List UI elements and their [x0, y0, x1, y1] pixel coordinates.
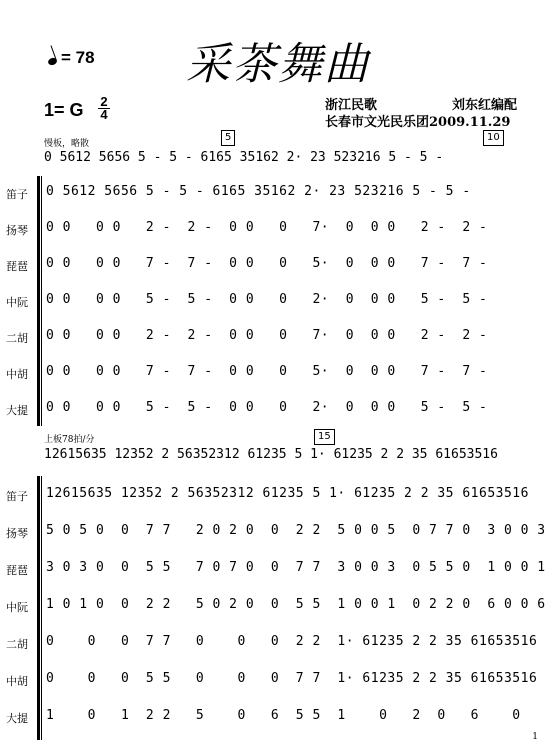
instrument-label: 扬琴	[6, 224, 28, 237]
lead-staff: 12615635 12352 2 56352312 61235 5 1· 61235 2 2 35 61653516	[44, 447, 498, 462]
system-brace	[37, 476, 40, 740]
page-title: 采茶舞曲	[186, 39, 370, 90]
instrument-label: 中阮	[6, 296, 28, 309]
instrument-staff: 0 0 0 0 7 - 7 - 0 0 0 5· 0 0 0 7 - 7 -	[46, 364, 488, 379]
instrument-staff: 0 0 0 0 2 - 2 - 0 0 0 7· 0 0 0 2 - 2 -	[46, 220, 488, 235]
instrument-label: 琵琶	[6, 564, 28, 577]
instrument-label: 大提	[6, 404, 28, 417]
instrument-staff: 0 0 0 7 7 0 0 0 2 2 1· 61235 2 2 35 61653516	[46, 634, 538, 649]
instrument-staff: 0 0 0 0 7 - 7 - 0 0 0 5· 0 0 0 7 - 7 -	[46, 256, 488, 271]
instrument-label: 笛子	[6, 490, 28, 503]
lead-staff: 0 5612 5656 5 - 5 - 6165 35162 2· 23 523216 5 - 5 -	[44, 150, 444, 165]
instrument-staff: 0 5612 5656 5 - 5 - 6165 35162 2· 23 523216 5 - 5 -	[46, 184, 471, 199]
system-bar	[41, 476, 42, 740]
instrument-label: 中胡	[6, 675, 28, 688]
system-brace	[37, 176, 40, 426]
origin-credit: 浙江民歌	[325, 98, 378, 113]
instrument-label: 中阮	[6, 601, 28, 614]
instrument-staff: 3 0 3 0 0 5 5 7 0 7 0 0 7 7 3 0 0 3 0 5 5 0 1 0 0 1	[46, 560, 546, 575]
rehearsal-mark: 5	[221, 130, 235, 146]
ensemble-date: 长春市文光民乐团2009.11.29	[325, 115, 511, 130]
time-signature: 2 4	[98, 96, 110, 121]
instrument-staff: 5 0 5 0 0 7 7 2 0 2 0 0 2 2 5 0 0 5 0 7 7 0 3 0 0 3	[46, 523, 546, 538]
instrument-staff: 0 0 0 5 5 0 0 0 7 7 1· 61235 2 2 35 61653516	[46, 671, 538, 686]
instrument-label: 中胡	[6, 368, 28, 381]
rehearsal-mark: 10	[483, 130, 504, 146]
system-bar	[41, 176, 42, 426]
instrument-label: 二胡	[6, 332, 28, 345]
instrument-label: 二胡	[6, 638, 28, 651]
instrument-staff: 0 0 0 0 5 - 5 - 0 0 0 2· 0 0 0 5 - 5 -	[46, 400, 488, 415]
arranger-credit: 刘东红编配	[452, 98, 518, 113]
instrument-staff: 1 0 1 2 2 5 0 6 5 5 1 0 2 0 6 0	[46, 708, 521, 723]
instrument-label: 大提	[6, 712, 28, 725]
tempo-text: 上板78拍/分	[44, 435, 95, 445]
instrument-staff: 0 0 0 0 2 - 2 - 0 0 0 7· 0 0 0 2 - 2 -	[46, 328, 488, 343]
instrument-label: 笛子	[6, 188, 28, 201]
page-number: 1	[532, 732, 538, 742]
tempo-mark: = 78	[48, 48, 95, 68]
tempo-text: 慢板，略散	[44, 139, 90, 149]
key-signature: 1= G	[44, 100, 84, 120]
instrument-label: 琵琶	[6, 260, 28, 273]
instrument-staff: 0 0 0 0 5 - 5 - 0 0 0 2· 0 0 0 5 - 5 -	[46, 292, 488, 307]
instrument-label: 扬琴	[6, 527, 28, 540]
rehearsal-mark: 15	[314, 429, 335, 445]
instrument-staff: 1 0 1 0 0 2 2 5 0 2 0 0 5 5 1 0 0 1 0 2 2 0 6 0 0 6	[46, 597, 546, 612]
instrument-staff: 12615635 12352 2 56352312 61235 5 1· 61235 2 2 35 61653516	[46, 486, 529, 501]
quarter-note-icon	[47, 57, 58, 67]
